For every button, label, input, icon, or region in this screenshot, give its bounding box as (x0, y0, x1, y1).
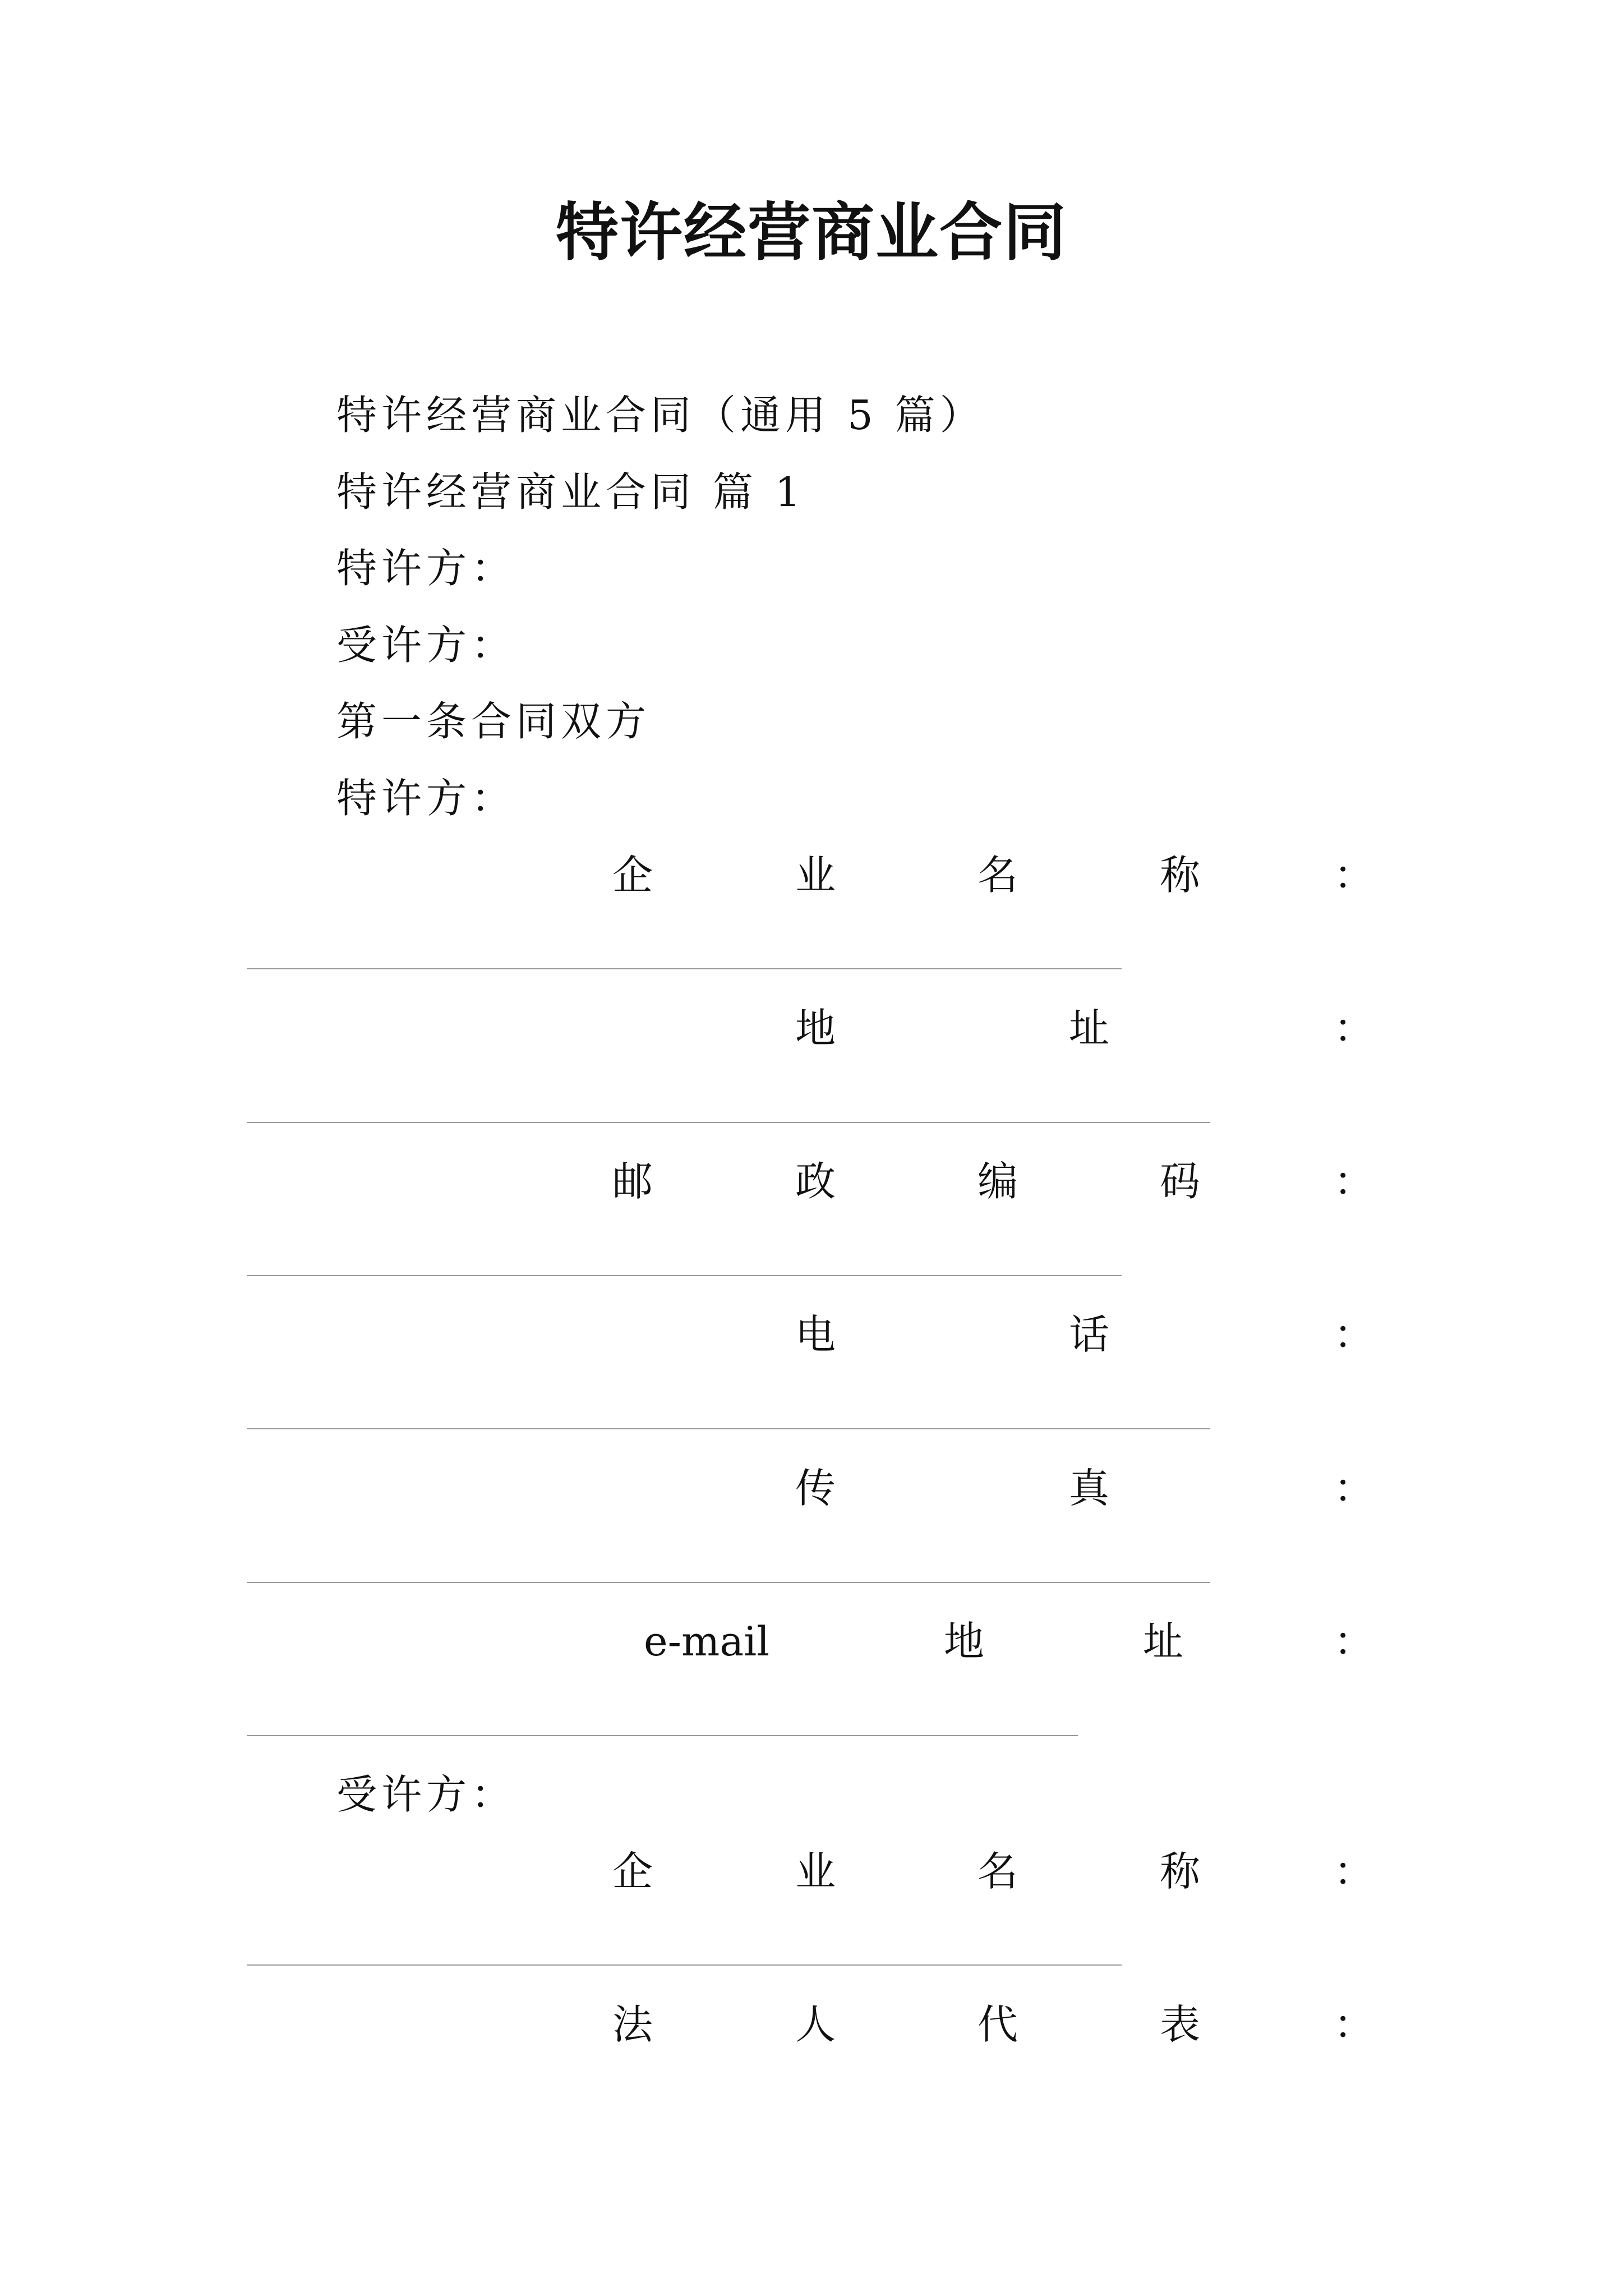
franchisor-party-label: 特许方： (336, 775, 517, 822)
field-char: 企 (612, 1848, 653, 1895)
field-char: 传 (795, 1465, 836, 1512)
field-colon: ： (1334, 1005, 1375, 1052)
franchisor-phone-field (0, 1306, 1623, 1363)
field-char: 话 (1069, 1311, 1110, 1358)
franchisor-email-field (0, 1613, 1623, 1669)
field-char: 名 (978, 1848, 1018, 1895)
field-char: 法 (612, 2001, 653, 2048)
fill-in-blank-line (247, 1582, 1210, 1583)
field-colon: ： (1334, 1848, 1375, 1895)
field-char: 码 (1160, 1158, 1201, 1205)
fill-in-blank-line (247, 1428, 1210, 1429)
field-char: 地 (795, 1005, 836, 1052)
field-char: 址 (1143, 1618, 1184, 1665)
franchisor-address-field (0, 1000, 1623, 1056)
field-char: 址 (1069, 1005, 1110, 1052)
field-char: 表 (1160, 2001, 1201, 2048)
field-colon: ： (1334, 2001, 1375, 2048)
franchisee-legal-rep-field (0, 1996, 1623, 2053)
subtitle: 特许经营商业合同（通用 5 篇） (336, 392, 985, 439)
field-char: 代 (978, 2001, 1018, 2048)
field-char: 业 (795, 852, 836, 899)
franchisor-postal-code-field (0, 1153, 1623, 1209)
field-char: 称 (1160, 1848, 1201, 1895)
field-char: 企 (612, 852, 653, 899)
franchisor-fax-field (0, 1460, 1623, 1516)
field-colon: ： (1334, 1618, 1375, 1665)
section-heading: 特许经营商业合同 篇 1 (336, 468, 805, 516)
field-char: 真 (1069, 1465, 1110, 1512)
franchisor-label: 特许方： (336, 545, 517, 592)
field-char: 业 (795, 1848, 836, 1895)
fill-in-blank-line (247, 1964, 1122, 1966)
fill-in-blank-line (247, 1735, 1078, 1736)
field-colon: ： (1334, 852, 1375, 899)
field-colon: ： (1334, 1465, 1375, 1512)
franchisor-company-name-field (0, 847, 1623, 903)
field-char: 称 (1160, 852, 1201, 899)
fill-in-blank-line (247, 1275, 1122, 1276)
field-colon: ： (1334, 1311, 1375, 1358)
fill-in-blank-line (247, 968, 1122, 969)
field-char: 电 (795, 1311, 836, 1358)
franchisee-party-label: 受许方： (336, 1771, 517, 1818)
field-char: 地 (944, 1618, 985, 1665)
field-char: 名 (978, 852, 1018, 899)
franchisee-company-name-field (0, 1843, 1623, 1899)
page-title: 特许经营商业合同 (556, 196, 1067, 269)
fill-in-blank-line (247, 1122, 1210, 1123)
field-char: e-mail (644, 1618, 770, 1665)
field-char: 政 (795, 1158, 836, 1205)
field-char: 编 (978, 1158, 1018, 1205)
franchisee-label: 受许方： (336, 622, 517, 669)
article-one-heading: 第一条合同双方 (336, 698, 651, 745)
field-char: 人 (795, 2001, 836, 2048)
field-char: 邮 (612, 1158, 653, 1205)
field-colon: ： (1334, 1158, 1375, 1205)
